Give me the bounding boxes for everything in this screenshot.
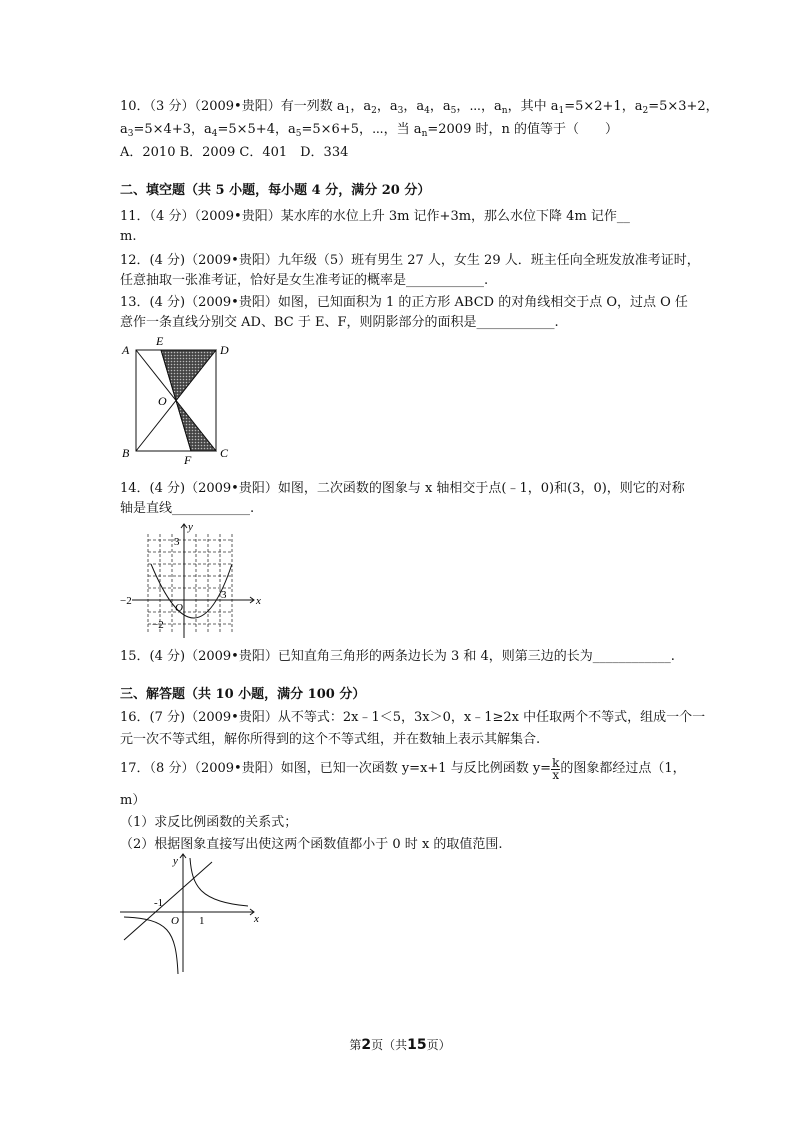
- q15-line1: 15．(4 分)（2009•贵阳）已知直角三角形的两条边长为 3 和 4，则第三边的长为____________.: [120, 649, 675, 664]
- q13-line1: 13．(4 分)（2009•贵阳）如图，已知面积为 1 的正方形 ABCD 的对角线相交于点 O，过点 O 任: [120, 295, 688, 310]
- label-x: x: [254, 913, 259, 925]
- label-d: D: [220, 343, 229, 357]
- hyperbola-branch-left: [124, 917, 178, 974]
- label-y: y: [188, 521, 193, 533]
- hyperbola-branch-right: [190, 858, 248, 906]
- label-origin: O: [171, 915, 179, 927]
- q12-line2: 任意抽取一张准考证，恰好是女生准考证的概率是____________.: [120, 273, 489, 288]
- q17-graph-figure: [118, 852, 263, 977]
- q16-line1: 16．(7 分)（2009•贵阳）从不等式：2x﹣1＜5，3x＞0，x﹣1≥2x 中任取两个不等式，组成一个一: [120, 710, 706, 725]
- q10-line2: $a_3=5\times 4+3$，$a_4=5\times 5+4$，$a_5=5\times 6+5$，⋯，当 $a_n=2009$ 时，n 的值等于（ ）: [120, 122, 618, 139]
- line-y-x-plus-1: [124, 862, 212, 940]
- q17-part1: （1）求反比例函数的关系式；: [120, 815, 298, 830]
- label-y: y: [173, 855, 178, 867]
- label-b: B: [122, 446, 130, 460]
- label-origin: O: [175, 602, 183, 614]
- section2-title: 二、填空题（共 5 小题，每小题 4 分，满分 20 分）: [120, 183, 431, 198]
- fraction-k-over-x: $\frac{k}{x}$: [552, 756, 560, 782]
- label-neg2-left: −2: [120, 595, 132, 607]
- label-neg1: -1: [154, 897, 164, 909]
- page-footer: 第2页（共15页）: [349, 1037, 451, 1053]
- label-c: C: [220, 446, 229, 460]
- q17-line1: 17．（8 分）（2009•贵阳）如图，已知一次函数 y=x+1 与反比例函数 y= $\frac{k}{x}$ 的图象都经过点（1，: [120, 756, 686, 782]
- label-f: F: [184, 453, 192, 466]
- label-neg2-bottom: −2: [152, 619, 164, 631]
- label-1: 1: [199, 915, 205, 927]
- q11-line2: m.: [120, 229, 137, 244]
- q11-line1: 11．（4 分）（2009•贵阳）某水库的水位上升 3m 记作+3m，那么水位下降 4m 记作__: [120, 209, 630, 224]
- shaded-triangle-top: [161, 350, 216, 401]
- label-e: E: [156, 336, 164, 348]
- q10-options: A．2010 B．2009 C．401 D．334: [120, 145, 349, 160]
- q17-line2: m）: [120, 793, 146, 808]
- shaded-triangle-bottom: [176, 401, 216, 452]
- label-3-right: 3: [221, 589, 227, 601]
- q17-part2: （2）根据图象直接写出使这两个函数值都小于 0 时 x 的取值范围.: [120, 837, 503, 852]
- q14-line1: 14．(4 分)（2009•贵阳）如图，二次函数的图象与 x 轴相交于点(﹣1，0)和(3，0)，则它的对称: [120, 481, 685, 496]
- label-o: O: [158, 394, 167, 408]
- label-a: A: [122, 343, 130, 357]
- q16-line2: 元一次不等式组，解你所得到的这个不等式组，并在数轴上表示其解集合.: [120, 732, 541, 747]
- q10-line1: 10．（3 分）（2009•贵阳）有一列数 $a_1$，$a_2$，$a_3$，$a_4$，$a_5$，⋯，$a_n$，其中 $a_1=5\times 2+1$，$a_2=5\times 3+2$，: [120, 99, 719, 116]
- q12-line1: 12．(4 分)（2009•贵阳）九年级（5）班有男生 27 人，女生 29 人．班主任向全班发放准考证时，: [120, 253, 700, 268]
- q14-line2: 轴是直线____________.: [120, 501, 255, 516]
- q13-line2: 意作一条直线分别交 AD、BC 于 E、F，则阴影部分的面积是____________.: [120, 315, 559, 330]
- q14-parabola-figure: [118, 518, 268, 640]
- section3-title: 三、解答题（共 10 小题，满分 100 分）: [120, 687, 366, 702]
- label-x: x: [256, 595, 261, 607]
- label-3-top: 3: [174, 536, 180, 548]
- q13-square-figure: [116, 336, 236, 466]
